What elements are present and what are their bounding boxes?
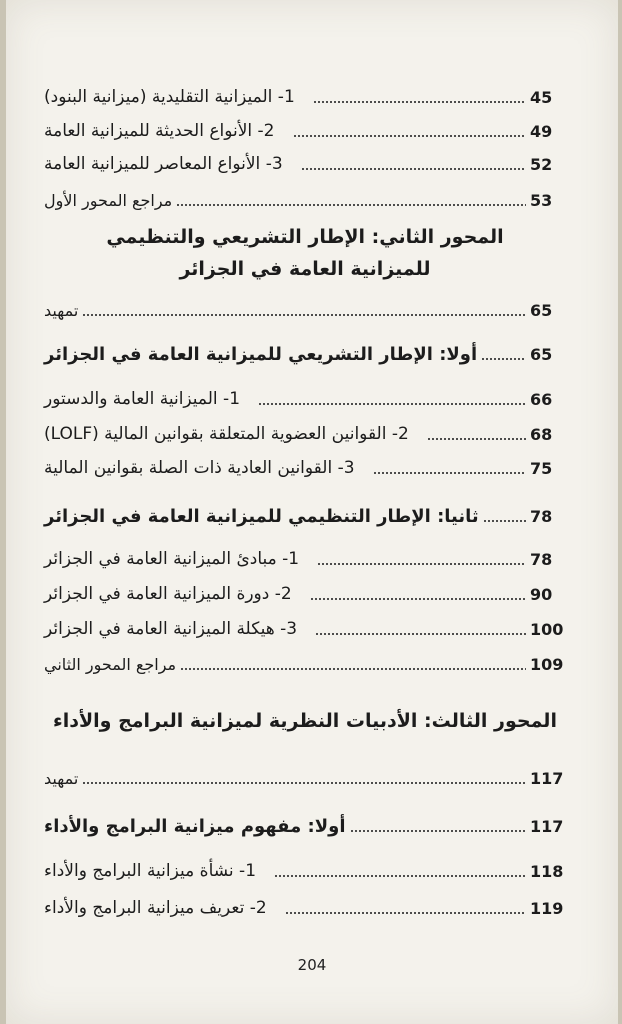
toc-entry[interactable] <box>40 84 570 110</box>
toc-entry[interactable] <box>40 455 570 481</box>
toc-page-number: 100 <box>530 619 564 639</box>
toc-entry-title: 2- تعريف ميزانية البرامج والأداء <box>44 898 267 918</box>
toc-page-number: 90 <box>530 584 553 604</box>
toc-entry[interactable] <box>40 895 570 921</box>
dot-leader <box>82 314 526 316</box>
toc-entry[interactable] <box>40 651 570 677</box>
toc-entry[interactable] <box>40 151 570 177</box>
dot-leader <box>313 101 526 103</box>
toc-entry[interactable] <box>40 297 570 323</box>
dot-leader <box>82 782 526 784</box>
toc-entry-title: 3- القوانين العادية ذات الصلة بقوانين المالية <box>44 458 355 478</box>
toc-page-number: 65 <box>530 300 553 320</box>
dot-leader <box>258 403 526 405</box>
dot-leader <box>274 875 526 877</box>
dot-leader <box>301 168 526 170</box>
toc-page-number: 75 <box>530 458 553 478</box>
toc-page-number: 109 <box>530 654 564 674</box>
toc-page-number: 68 <box>530 424 553 444</box>
toc-page-number: 117 <box>530 816 564 836</box>
toc-entry-title: 3- هيكلة الميزانية العامة في الجزائر <box>44 619 298 639</box>
toc-entry[interactable] <box>40 765 570 791</box>
toc-page-number: 66 <box>530 389 553 409</box>
toc-entry-title: 1- مبادئ الميزانية العامة في الجزائر <box>44 549 300 569</box>
toc-page-number: 45 <box>530 87 553 107</box>
dot-leader <box>293 135 527 137</box>
toc-entry-title: 3- الأنواع المعاصر للميزانية العامة <box>44 154 283 174</box>
toc-entry[interactable] <box>40 813 570 839</box>
dot-leader <box>317 563 526 565</box>
toc-entry-title: تمهيد <box>44 300 79 320</box>
toc-entry-title: أولا: الإطار التشريعي للميزانية العامة في الجزائر <box>44 343 478 365</box>
dot-leader <box>483 520 526 522</box>
dot-leader <box>310 598 526 600</box>
toc-entry[interactable] <box>40 858 570 884</box>
toc-page-number: 119 <box>530 898 564 918</box>
dot-leader <box>176 204 526 206</box>
dot-leader <box>373 472 526 474</box>
toc-entry-title: أولا: مفهوم ميزانية البرامج والأداء <box>44 815 346 837</box>
dot-leader <box>350 830 527 832</box>
toc-entry[interactable] <box>40 386 570 412</box>
toc-entry-title: 2- دورة الميزانية العامة في الجزائر <box>44 584 292 604</box>
toc-entry-title: 1- نشأة ميزانية البرامج والأداء <box>44 861 257 881</box>
toc-entry-title: مراجع المحور الثاني <box>44 654 177 674</box>
toc-entry-title: تمهيد <box>44 768 79 788</box>
toc-page-number: 78 <box>530 549 553 569</box>
toc-page-number: 117 <box>530 768 564 788</box>
toc-entry[interactable] <box>40 187 570 213</box>
toc-page-number: 49 <box>530 121 553 141</box>
toc-entry-title: 2- الأنواع الحديثة للميزانية العامة <box>44 121 275 141</box>
page-number: 204 <box>297 956 327 974</box>
toc-entry[interactable] <box>40 503 570 529</box>
toc-page-number: 78 <box>530 506 553 526</box>
toc-page-number: 52 <box>530 154 553 174</box>
toc-entry[interactable] <box>40 581 570 607</box>
dot-leader <box>285 912 526 914</box>
toc-entry[interactable] <box>40 546 570 572</box>
section-heading: المحور الثاني: الإطار التشريعي والتنظيمي <box>106 226 504 248</box>
dot-leader <box>180 668 526 670</box>
dot-leader <box>315 633 526 635</box>
section-heading: للميزانية العامة في الجزائر <box>179 258 431 280</box>
dot-leader <box>481 358 526 360</box>
toc-page-number: 65 <box>530 344 553 364</box>
section-heading: المحور الثالث: الأدبيات النظرية لميزانية البرامج والأداء <box>53 710 557 732</box>
toc-entry[interactable] <box>40 341 570 367</box>
toc-entry-title: مراجع المحور الأول <box>44 190 173 210</box>
toc-entry[interactable] <box>40 118 570 144</box>
book-page <box>6 0 618 1024</box>
toc-entry-title: 1- الميزانية العامة والدستور <box>44 389 241 409</box>
toc-entry[interactable] <box>40 616 570 642</box>
toc-entry-title: 1- الميزانية التقليدية (ميزانية البنود) <box>44 87 295 107</box>
toc-entry[interactable] <box>40 421 570 447</box>
dot-leader <box>427 438 526 440</box>
toc-page-number: 53 <box>530 190 553 210</box>
toc-entry-title: ثانيا: الإطار التنظيمي للميزانية العامة في الجزائر <box>44 505 479 527</box>
toc-entry-title: 2- القوانين العضوية المتعلقة بقوانين المالية (LOLF) <box>44 424 409 444</box>
toc-page-number: 118 <box>530 861 564 881</box>
